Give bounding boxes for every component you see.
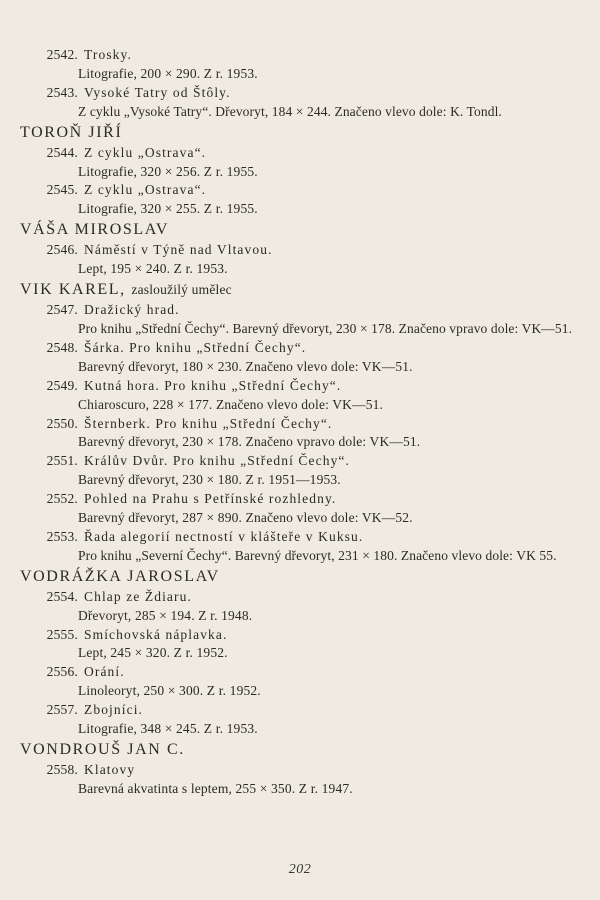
- entry-description: Litografie, 320 × 255. Z r. 1955.: [78, 201, 258, 217]
- entry-title: Králův Dvůr. Pro knihu „Střední Čechy“.: [84, 453, 350, 469]
- entry-description: Dřevoryt, 285 × 194. Z r. 1948.: [78, 607, 253, 623]
- artist-heading: [20, 122, 580, 144]
- catalog-entry: [20, 452, 580, 490]
- entry-description: Litografie, 320 × 256. Z r. 1955.: [78, 163, 258, 179]
- catalog-entry: [20, 701, 580, 739]
- entry-number: 2548.: [46, 339, 78, 355]
- artist-note: zasloužilý umělec: [131, 282, 232, 298]
- catalog-entry: [20, 761, 580, 799]
- entry-title: Náměstí v Týně nad Vltavou.: [84, 242, 273, 258]
- catalog-entry: [20, 84, 580, 122]
- section-vasa: [20, 219, 580, 279]
- catalog-entry: [20, 528, 580, 566]
- entry-description: Linoleoryt, 250 × 300. Z r. 1952.: [78, 683, 261, 699]
- entry-title: Dražický hrad.: [84, 302, 180, 318]
- artist-heading: [20, 739, 580, 761]
- entry-description: Pro knihu „Severní Čechy“. Barevný dřevoryt, 231 × 180. Značeno vlevo dole: VK 55.: [78, 547, 557, 563]
- entry-title: Vysoké Tatry od Štôly.: [84, 84, 231, 100]
- entry-title: Z cyklu „Ostrava“.: [84, 182, 207, 198]
- entry-description: Lept, 195 × 240. Z r. 1953.: [78, 261, 228, 277]
- entry-description: Pro knihu „Střední Čechy“. Barevný dřevoryt, 230 × 178. Značeno vpravo dole: VK—51.: [78, 320, 573, 336]
- entry-title: Orání.: [84, 664, 125, 680]
- catalog-entry: [20, 241, 580, 279]
- entry-number: 2542.: [46, 47, 78, 62]
- entry-number: 2553.: [46, 528, 78, 544]
- entry-number: 2555.: [46, 626, 78, 642]
- entry-number: 2545.: [46, 182, 78, 198]
- artist-name: VONDROUŠ JAN C.: [20, 741, 185, 758]
- entry-title: Zbojníci.: [84, 702, 144, 718]
- entry-description: Lept, 245 × 320. Z r. 1952.: [78, 645, 228, 661]
- entry-title: Klatovy: [84, 762, 136, 777]
- section-toron: [20, 122, 580, 220]
- catalog-entry: [20, 144, 580, 182]
- entry-title: Šternberk. Pro knihu „Střední Čechy“.: [84, 415, 333, 431]
- catalog-entry: [20, 490, 580, 528]
- entry-number: 2554.: [46, 588, 78, 604]
- entry-description: Litografie, 200 × 290. Z r. 1953.: [78, 65, 258, 81]
- entry-title: Pohled na Prahu s Petřínské rozhledny.: [84, 491, 337, 507]
- artist-heading: [20, 219, 580, 241]
- entry-description: Barevný dřevoryt, 230 × 178. Značeno vpravo dole: VK—51.: [78, 434, 421, 450]
- entry-title: Z cyklu „Ostrava“.: [84, 144, 207, 160]
- section-vodrazka: [20, 566, 580, 739]
- catalog-entry: [20, 626, 580, 664]
- entry-description: Barevný dřevoryt, 230 × 180. Z r. 1951—1953.: [78, 472, 341, 488]
- entry-title: Chlap ze Ždiaru.: [84, 588, 192, 604]
- entry-title: Trosky.: [84, 47, 132, 62]
- entry-number: 2552.: [46, 491, 78, 507]
- catalog-entry: [20, 301, 580, 339]
- artist-name: VIK KAREL,: [20, 281, 126, 299]
- entry-description: Barevný dřevoryt, 287 × 890. Značeno vlevo dole: VK—52.: [78, 510, 413, 526]
- entry-title: Řada alegorií nectností v klášteře v Kuksu.: [84, 528, 364, 544]
- catalog-entry: [20, 181, 580, 219]
- catalog-entry: [20, 377, 580, 415]
- entry-number: 2557.: [46, 702, 78, 718]
- entry-number: 2543.: [46, 84, 78, 100]
- entry-number: 2550.: [46, 415, 78, 431]
- catalog-entry: [20, 588, 580, 626]
- entry-title: Smíchovská náplavka.: [84, 626, 228, 642]
- section-continuation: [20, 46, 580, 122]
- page-number: 202: [288, 862, 312, 877]
- section-vik: [20, 279, 580, 566]
- entry-number: 2556.: [46, 664, 78, 680]
- artist-heading: [20, 566, 580, 588]
- entry-description: Litografie, 348 × 245. Z r. 1953.: [78, 721, 258, 737]
- artist-name: VODRÁŽKA JAROSLAV: [20, 567, 220, 585]
- entry-description: Z cyklu „Vysoké Tatry“. Dřevoryt, 184 × 244. Značeno vlevo dole: K. Tondl.: [78, 103, 502, 119]
- entry-number: 2558.: [46, 762, 78, 777]
- entry-description: Chiaroscuro, 228 × 177. Značeno vlevo dole: VK—51.: [78, 396, 384, 412]
- entry-number: 2544.: [46, 144, 78, 160]
- entry-number: 2547.: [46, 302, 78, 318]
- artist-name: VÁŠA MIROSLAV: [20, 221, 169, 239]
- artist-name: TOROŇ JIŘÍ: [20, 123, 123, 141]
- entry-number: 2551.: [46, 453, 78, 469]
- catalog-entry: [20, 663, 580, 701]
- entry-number: 2549.: [46, 377, 78, 393]
- catalog-entry: [20, 415, 580, 453]
- artist-heading: [20, 279, 580, 301]
- entry-title: Šárka. Pro knihu „Střední Čechy“.: [84, 339, 307, 355]
- entry-number: 2546.: [46, 242, 78, 258]
- entry-description: Barevná akvatinta s leptem, 255 × 350. Z r. 1947.: [78, 780, 353, 796]
- catalog-entry: [20, 339, 580, 377]
- catalog-content: [20, 46, 580, 799]
- catalog-entry: [20, 46, 580, 84]
- entry-title: Kutná hora. Pro knihu „Střední Čechy“.: [84, 377, 342, 393]
- entry-description: Barevný dřevoryt, 180 × 230. Značeno vlevo dole: VK—51.: [78, 358, 413, 374]
- section-vondrous: [20, 739, 580, 799]
